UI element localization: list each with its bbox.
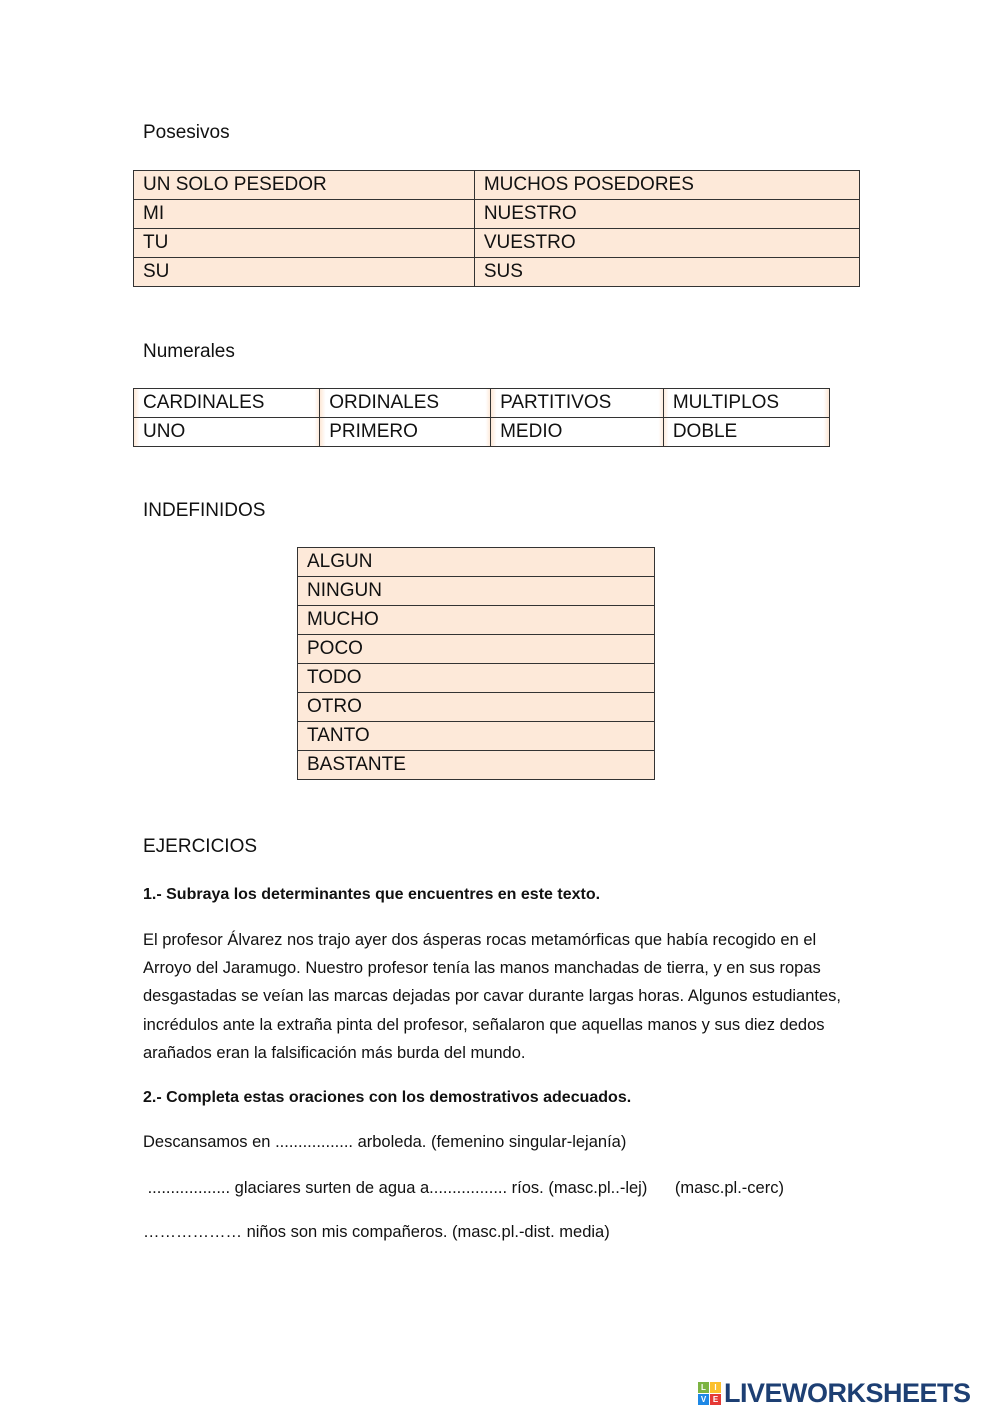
table-row xyxy=(298,751,655,780)
logo-squares-icon: L I V E xyxy=(698,1382,721,1405)
sentence-1: Descansamos en ................. arboleda. (femenino singular-lejanía) xyxy=(143,1133,627,1151)
table-cell: MUCHOS POSEDORES xyxy=(474,171,859,200)
table-row xyxy=(298,577,655,606)
table-cell: UN SOLO PESEDOR xyxy=(134,171,475,200)
question-2: 2.- Completa estas oraciones con los demostrativos adecuados. xyxy=(143,1089,632,1106)
posesivos-heading: Posesivos xyxy=(143,122,230,143)
table-row xyxy=(134,389,830,418)
ejercicios-heading: EJERCICIOS xyxy=(143,836,258,857)
table-row xyxy=(298,722,655,751)
table-cell: MI xyxy=(134,200,475,229)
table-cell: SUS xyxy=(474,258,859,287)
table-cell: DOBLE xyxy=(663,418,829,447)
table-cell: OTRO xyxy=(298,693,655,722)
table-row xyxy=(134,258,860,287)
table-cell: POCO xyxy=(298,635,655,664)
table-cell: MULTIPLOS xyxy=(663,389,829,418)
table-cell: ORDINALES xyxy=(320,389,491,418)
sentence-3: ……………… niños son mis compañeros. (masc.pl.-dist. media) xyxy=(143,1223,610,1241)
table-row xyxy=(298,548,655,577)
table-cell: TANTO xyxy=(298,722,655,751)
table-row xyxy=(134,200,860,229)
exercise-text: El profesor Álvarez nos trajo ayer dos ásperas rocas metamórficas que había recogido en el Arroyo del Jaramugo. Nuestro profesor tenía las manos manchadas de tierra, y en sus ropas desgastadas se veían las marcas dejadas por cavar durante largas horas. Algunos estudiantes, incrédulos ante la extraña pinta del profesor, señalaron que aquellas manos y sus diez dedos arañados eran la falsificación más burda del mundo. xyxy=(143,931,842,1062)
table-cell: MEDIO xyxy=(491,418,664,447)
table-cell: ALGUN xyxy=(298,548,655,577)
table-row xyxy=(298,693,655,722)
numerales-heading: Numerales xyxy=(143,341,235,362)
table-row xyxy=(134,418,830,447)
table-cell: NINGUN xyxy=(298,577,655,606)
table-row xyxy=(298,635,655,664)
indefinidos-table xyxy=(297,547,655,780)
table-cell: TODO xyxy=(298,664,655,693)
table-cell: NUESTRO xyxy=(474,200,859,229)
indefinidos-heading: INDEFINIDOS xyxy=(143,500,266,521)
table-row xyxy=(298,664,655,693)
table-cell: BASTANTE xyxy=(298,751,655,780)
table-cell: CARDINALES xyxy=(134,389,320,418)
table-row xyxy=(134,229,860,258)
table-cell: TU xyxy=(134,229,475,258)
numerales-table xyxy=(133,388,830,447)
table-row xyxy=(134,171,860,200)
table-cell: PARTITIVOS xyxy=(491,389,664,418)
table-cell: MUCHO xyxy=(298,606,655,635)
posesivos-table xyxy=(133,170,860,287)
sentence-2: .................. glaciares surten de agua a................. ríos. (masc.pl..-lej) (masc.pl.-cerc) xyxy=(143,1179,784,1197)
table-cell: VUESTRO xyxy=(474,229,859,258)
table-cell: UNO xyxy=(134,418,320,447)
liveworksheets-logo: L I V E LIVEWORKSHEETS xyxy=(698,1378,971,1409)
table-cell: SU xyxy=(134,258,475,287)
table-cell: PRIMERO xyxy=(320,418,491,447)
question-1: 1.- Subraya los determinantes que encuentres en este texto. xyxy=(143,886,601,903)
table-row xyxy=(298,606,655,635)
